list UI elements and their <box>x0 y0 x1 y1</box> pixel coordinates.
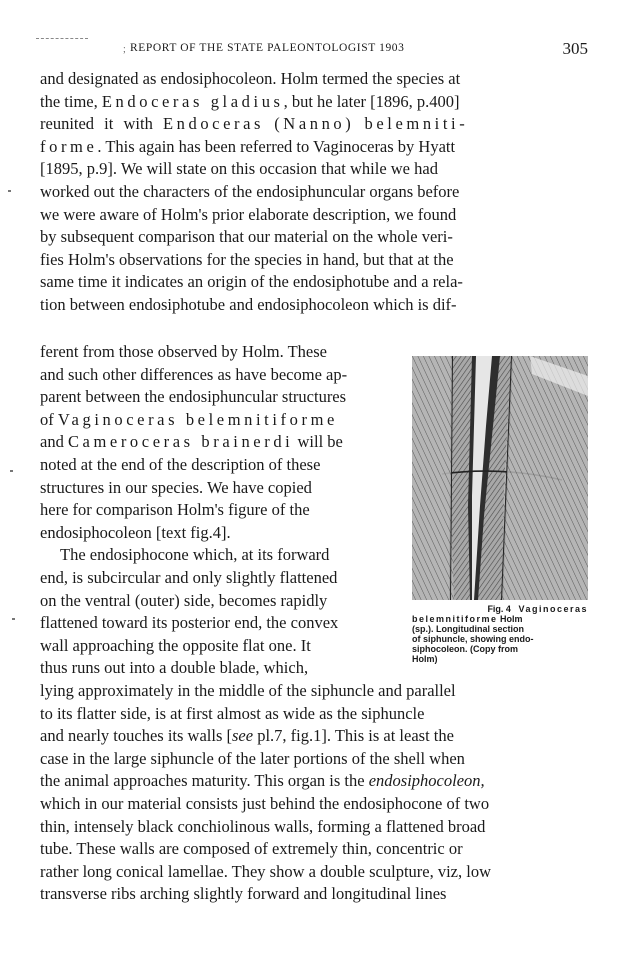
text-line: endosiphocoleon [text fig.4]. <box>40 522 231 542</box>
text-line: parent between the endosiphuncular structures <box>40 387 347 407</box>
text-line: the animal approaches maturity. This organ is the endosiphocoleon, <box>40 771 485 791</box>
text-line: here for comparison Holm's figure of the <box>40 500 310 520</box>
text-line: flattened toward its posterior end, the convex <box>40 613 339 633</box>
siphuncle-illustration <box>412 356 588 600</box>
text-line: The endosiphocone which, at its forward <box>60 545 330 565</box>
text-line: on the ventral (outer) side, becomes rapidly <box>40 590 328 610</box>
text-line: and nearly touches its walls [see pl.7, fig.1]. This is at least the <box>40 726 454 746</box>
text-line: by subsequent comparison that our material on the whole veri- <box>40 227 453 247</box>
caption-author: Holm <box>500 614 523 624</box>
text-line: lying approximately in the middle of the siphuncle and parallel <box>40 681 456 700</box>
running-title: REPORT OF THE STATE PALEONTOLOGIST 1903 <box>130 42 405 54</box>
margin-speck <box>10 470 13 472</box>
page-number: 305 <box>562 39 588 58</box>
caption-line-2 <box>412 614 588 624</box>
caption-line-6: Holm) <box>412 654 438 664</box>
margin-speck <box>12 618 15 620</box>
text-line: same time it indicates an origin of the endosiphotube and a rela- <box>40 272 463 292</box>
text-line: the time, Endoceras gladius, but he later [1896, p.400] <box>40 91 460 111</box>
text-line: noted at the end of the description of these <box>40 454 321 474</box>
text-line: we were aware of Holm's prior elaborate description, we found <box>40 204 457 224</box>
text-line: of Vaginoceras belemnitiforme <box>40 409 338 429</box>
text-line: and Cameroceras brainerdi will be <box>40 432 343 452</box>
text-line: wall approaching the opposite flat one. It <box>40 635 311 655</box>
text-line: thin, intensely black conchiolinous walls, forming a flattened broad <box>40 816 486 836</box>
paragraph-top <box>40 68 588 317</box>
text-line: thus runs out into a double blade, which, <box>40 658 309 678</box>
caption-genus: Vaginoceras <box>518 604 588 614</box>
text-line: ferent from those observed by Holm. These <box>40 342 327 361</box>
figure-siphuncle-section <box>412 356 588 600</box>
caption-line-3: (sp.). Longitudinal section <box>412 624 524 634</box>
text-line: reunited it with Endoceras (Nanno) belemniti- <box>40 114 469 134</box>
text-line: tion between endosiphotube and endosiphocoleon which is dif- <box>40 294 457 314</box>
text-line: rather long conical lamellae. They show a double sculpture, viz, low <box>40 861 492 881</box>
caption-line-5: siphocoleon. (Copy from <box>412 644 519 654</box>
caption-line-1 <box>412 604 588 614</box>
caption-line-4: of siphuncle, showing endo- <box>412 634 534 644</box>
paragraph-bottom <box>40 680 588 906</box>
text-line: fies Holm's observations for the species in hand, but that at the <box>40 249 454 269</box>
text-line: to its flatter side, is at first almost as wide as the siphuncle <box>40 703 425 723</box>
text-line: and such other differences as have become ap- <box>40 364 348 384</box>
caption-fig-label: Fig. 4 <box>487 604 511 614</box>
text-line: transverse ribs arching slightly forward and longitudinal lines <box>40 884 447 904</box>
text-line: worked out the characters of the endosiphuncular organs before <box>40 181 460 201</box>
paragraph-beside-figure <box>40 341 408 680</box>
caption-species: belemnitiforme <box>412 614 498 624</box>
text-line: tube. These walls are composed of extremely thin, concentric or <box>40 839 463 859</box>
text-line: case in the large siphuncle of the later portions of the shell when <box>40 748 465 768</box>
text-line: forme. This again has been referred to Vaginoceras by Hyatt <box>40 136 456 156</box>
scan-artifact-tick: ; <box>123 44 126 55</box>
text-line: end, is subcircular and only slightly flattened <box>40 567 338 587</box>
running-header <box>40 40 588 62</box>
text-line: and designated as endosiphocoleon. Holm termed the species at <box>40 69 461 88</box>
figure-caption <box>412 604 588 664</box>
text-line: structures in our species. We have copied <box>40 477 312 497</box>
margin-speck <box>8 190 11 192</box>
text-line: which in our material consists just behind the endosiphocone of two <box>40 793 490 813</box>
text-line: [1895, p.9]. We will state on this occasion that while we had <box>40 159 438 179</box>
